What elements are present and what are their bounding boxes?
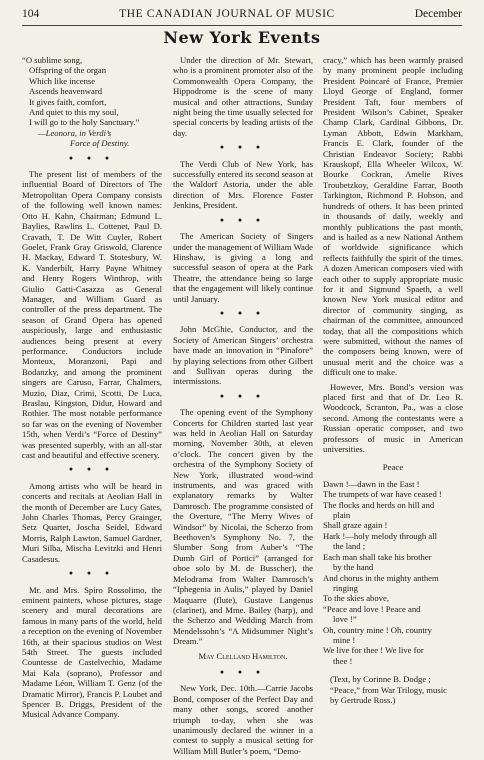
running-header xyxy=(22,8,462,24)
peace-line: thee ! xyxy=(333,655,353,666)
peace-line: We live for thee ! We live for xyxy=(323,645,424,656)
article-paragraph: Under the direction of Mr. Stewart, who is a prominent promoter also of the Commonwealth Opera Company, the Hippodrome is the scene of many musical and other attractions, Sunday night being the time usually selected for special concerts by leading artists of the day. xyxy=(173,55,313,138)
peace-poem xyxy=(323,479,463,666)
article-paragraph: New York, Dec. 10th.—Carrie Jacobs Bond, composer of the Perfect Day and many other songs, scored another triumph to-day, when she was unanimously declared the winner in a contest to supply a musical setting for William Mill Butler’s poem, “Demo- xyxy=(173,683,313,756)
peace-title: Peace xyxy=(382,462,404,473)
peace-line: Each man shall take his brother xyxy=(323,551,432,562)
poem-line: “O sublime song, xyxy=(22,55,83,65)
credit-line: “Peace,” from War Trilogy, music xyxy=(330,684,447,695)
article-paragraph: The Verdi Club of New York, has successfully entered its second season at the Waldorf Astoria, under the able direction of Mrs. Florence Foster Jenkins, President. xyxy=(173,158,313,211)
peace-line: The flocks and herds on hill and xyxy=(323,499,435,510)
article-paragraph: The opening event of the Symphony Concerts for Children started last year was held in Aeolian Hall on Saturday morning, November 30th, at eleven o’clock. The concert given by the orchestra of the Symphony Society of New York, illustrated wood-wind instruments, and was graced with explanatory remarks by Walter Damrosch. The programme consisted of the Overture, “The Merry Wives of Windsor” by Nicolai, the Scherzo from Beethoven’s Symphony No. 7, the Slumber Song from Auber’s “The Dumb Girl of Portici” (arranged for oboe solo by M. de Busscher), the Melodrama from Walter Damrosch’s “Iphegenia in Aulis,” played by Daniel Maquarre (flute), Gustave Langenus (clarinet), and Mme. Bailey (harp), and the Scherzo and Wedding March from Mendelssohn’s “A Midsummer Night’s Dream.” xyxy=(173,407,313,647)
poem-attribution: Force of Destiny. xyxy=(70,138,130,149)
peace-line: The trumpets of war have ceased ! xyxy=(323,489,442,500)
separator-stars: ● ● ● xyxy=(219,391,267,400)
article-paragraph: The American Society of Singers under the management of William Wade Hinshaw, is giving a long and successful season of opera at the Park Theatre, the attendance being so large that the engagement will likely continue until January. xyxy=(173,231,313,304)
article-paragraph: Among artists who will be heard in concerts and recitals at Aeolian Hall in the month of December are Lucy Gates, John Charles Thomas, Percy Grainger, Setz Quartet, Joscha Seidel, Edward Morris, Ralph Lawton, Samuel Gardner, Muri Silba, Mischa Levitzki and Henri Casadesus. xyxy=(22,480,162,564)
article-paragraph: However, Mrs. Bond’s version was placed first and that of Dr. Leo R. Woodcock, Scranton, Pa., was a close second. Among the contestants were a Russian operatic composer, and two professors of music in American universities. xyxy=(323,381,463,455)
peace-line: Dawn !—dawn in the East ! xyxy=(323,478,420,489)
column-3 xyxy=(323,55,463,705)
peace-line: Shall graze again ! xyxy=(323,520,388,531)
credit-line: by Gertrude Ross.) xyxy=(330,694,396,705)
separator-stars: ● ● ● xyxy=(219,667,267,676)
issue-month: December xyxy=(414,8,462,20)
peace-line: “Peace and love ! Peace and xyxy=(323,603,421,614)
peace-line: Oh, country mine ! Oh, country xyxy=(323,624,432,635)
peace-line: ringing xyxy=(333,582,358,593)
separator-stars: ● ● ● xyxy=(68,153,116,162)
peace-line: the land ; xyxy=(333,541,366,552)
poem-line: I will go to the holy Sanctuary.” xyxy=(29,117,140,128)
header-rule xyxy=(22,25,462,26)
peace-line: plain xyxy=(333,510,351,521)
page-number: 104 xyxy=(22,8,40,20)
article-paragraph: Mr. and Mrs. Spiro Rossolimo, the eminent painters, whose pictures, stage scenery and mural decorations are famous in many parts of the world, held a reception on the evening of November 16th, at their spacious studios on West 54th Street. The guests included Countesse de Castelvechio, Madame Mai Kala (soprano), Professor and Madame Léon, William T. Genz (of the Dramatic Mirror), Francis P. Loubet and Spencer B. Driggs, President of the Musical Advance Company. xyxy=(22,584,162,720)
separator-stars: ● ● ● xyxy=(219,308,267,317)
peace-credit xyxy=(323,674,463,705)
journal-title: THE CANADIAN JOURNAL OF MUSIC xyxy=(119,8,335,20)
column-2 xyxy=(173,55,313,760)
column-1 xyxy=(22,55,162,724)
peace-line: Hark !—holy melody through all xyxy=(323,530,438,541)
article-paragraph: The present list of members of the influential Board of Directors of The Metropolitan Opera Company consists of the following well known names: Otto H. Kahn, Chairman; Edmund L. Baylies, Rawlins L. Cottenet, Paul D. Cravath, T. De Witt Cuyler, Robert Goelet, Frank Gray Griswold, Clarence H. Mackay, Edward T. Stotesbury, W. K. Vanderbilt, Harry Payne Whitney and Henry Rogers Winthrop, with Giulio Gatti-Casazza as General Manager, and William Guard as controller of the press department. The season of Grand Opera has opened auspiciously, large and enthusiastic audiences being present at every performance. Conductors include Monteux, Moranzoni, Papi and Bodanzky, and among the prominent singers are Caruso, Farrar, Chalmers, Muzio, Diaz, Crimi, Scotti, De Luca, Braslau, Kingston, Didur, Howard and Rothier. The most notable performance so far was on the evening of November 15th, when Verdi’s “Force of Destiny” was presented superbly, with an all-star cast and beautiful and effective scenery. xyxy=(22,169,162,461)
peace-line: To the skies above, xyxy=(323,593,389,604)
peace-line: mine ! xyxy=(333,634,356,645)
poem-line: Ascends heavenward xyxy=(29,86,103,97)
separator-stars: ● ● ● xyxy=(68,569,116,578)
peace-line: by the hand xyxy=(333,562,374,573)
peace-line: And chorus in the mighty anthem xyxy=(323,572,439,583)
author-signature: May Clelland Hamilton. xyxy=(198,650,288,661)
poem-attribution: —Leonora, in Verdi’s xyxy=(38,127,112,138)
opening-poem xyxy=(22,55,162,149)
poem-line: And quiet to this my soul, xyxy=(29,107,119,118)
poem-line: It gives faith, comfort, xyxy=(29,96,107,107)
separator-stars: ● ● ● xyxy=(219,143,267,152)
credit-line: (Text, by Corinne B. Dodge ; xyxy=(330,674,431,685)
separator-stars: ● ● ● xyxy=(219,215,267,224)
section-title: New York Events xyxy=(163,28,321,47)
poem-line: Which like incense xyxy=(29,75,96,86)
article-paragraph: cracy,” which has been warmly praised by many prominent people including President Poincaré of France, Premier Lloyd George of England, former President Taft, four members of President Wilson’s Cabinet, Speaker Champ Clark, Cardinal Gibbons, Dr. Lyman Abbott, Edwin Markham, Francis E. Clark, founder of the Christian Endeavor Society; Rabbi Krauskopf, Ella Wheeler Wilcox, W. Bourke Cockran, Amelie Rives Troubetzkoy, Geraldine Farrar, Booth Tarkington, Richmond P. Hobson, and hundreds of others. It has been printed in thousands of daily, weekly and monthly publications the past month, and is hailed as a new National Anthem of worldwide significance which reflects faithfully the spirit of the times. A dozen American composers vied with each other to supply appropriate music for it and Sigmund Spaeth, a well known New York musical editor and director of community singing, as chairman of the committee, announced today, that all the compositions which were submitted, without the names of the composers being known, were of unusual merit and the choice was a difficult one to make. xyxy=(323,55,463,378)
article-paragraph: John McGhie, Conductor, and the Society of American Singers’ orchestra have made an innovation in “Pinafore” by playing selections from other Gilbert and Sullivan operas during the intermissions. xyxy=(173,324,313,387)
peace-line: love !” xyxy=(333,614,357,625)
separator-stars: ● ● ● xyxy=(68,465,116,474)
poem-line: Offspring of the organ xyxy=(29,65,107,76)
